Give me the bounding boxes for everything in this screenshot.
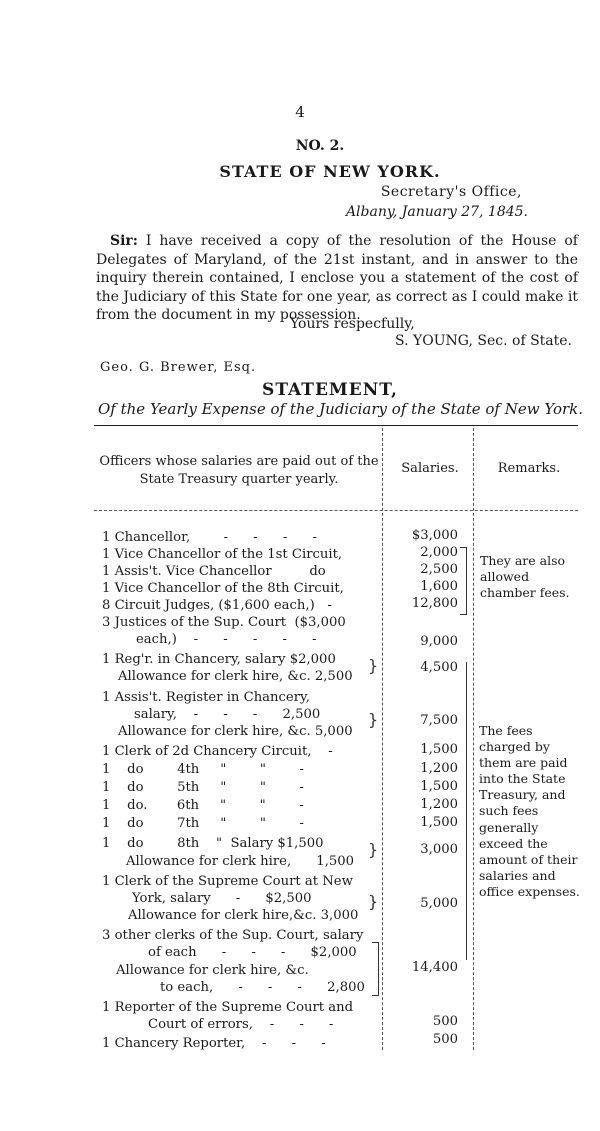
header-officers: Officers whose salaries are paid out of the State Treasury quarter yearly.: [99, 454, 379, 487]
table-row: 1 do 8th " Salary $1,500: [102, 836, 324, 851]
table-row: 1 do 5th " " -: [102, 780, 304, 795]
table-row: Allowance for clerk hire, &c.: [116, 963, 309, 978]
table-row: Court of errors, - - -: [148, 1017, 334, 1032]
table-row: to each, - - - 2,800: [160, 980, 365, 995]
column-divider-salaries: [473, 428, 474, 1050]
table-amount: 500: [432, 1032, 458, 1047]
table-row: Allowance for clerk hire, &c. 5,000: [118, 724, 353, 739]
table-amount: 14,400: [411, 960, 458, 975]
table-amount: 5,000: [420, 896, 458, 911]
table-amount: 1,500: [420, 742, 458, 757]
table-row: salary, - - - 2,500: [134, 707, 321, 722]
table-amount: 12,800: [411, 596, 458, 611]
table-row: 1 do. 6th " " -: [102, 798, 304, 813]
table-amount: 1,500: [420, 779, 458, 794]
letter-text: I have received a copy of the resolution of the House of Delegates of Maryland, of the 21st instant, and in answer to the inquiry therein contained, I enclose you a statement of the cost of the Judiciary of this State for one year, as correct as I could make it from the document in my possession.: [96, 233, 578, 324]
table-amount: 1,500: [420, 815, 458, 830]
brace-clerks-remarks: [458, 662, 467, 960]
table-row: Allowance for clerk hire, &c. 2,500: [118, 669, 353, 684]
letter-body: [96, 232, 578, 325]
table-amount: 9,000: [420, 634, 458, 649]
table-row: 1 Clerk of 2d Chancery Circuit, -: [102, 744, 333, 759]
table-amount: 7,500: [420, 713, 458, 728]
table-row: 1 Reporter of the Supreme Court and: [102, 1000, 354, 1015]
brace-icon: }: [368, 656, 379, 675]
letter-closing: Yours respecfully,: [290, 316, 415, 332]
table-amount: 2,000: [420, 545, 458, 560]
remark-clerks-and-registers: The fees charged by them are paid into the State Treasury, and such fees generally exceed the amount of their salaries and office expenses.: [479, 723, 580, 899]
header-salaries: Salaries.: [401, 461, 459, 476]
letter-salutation: Sir:: [110, 233, 138, 249]
table-row: 1 Chancery Reporter, - - -: [102, 1036, 326, 1051]
table-row: York, salary - $2,500: [132, 891, 312, 906]
table-row: 1 do 4th " " -: [102, 762, 304, 777]
table-row: of each - - - $2,000: [148, 945, 357, 960]
dateline: Albany, January 27, 1845.: [345, 204, 528, 220]
page-number: 4: [295, 103, 305, 121]
brace-other-clerks: [372, 942, 379, 996]
table-amount: 500: [432, 1014, 458, 1029]
brace-icon: }: [368, 840, 379, 859]
table-amount: 1,200: [420, 797, 458, 812]
brace-icon: }: [368, 892, 379, 911]
office-line: Secretary's Office,: [380, 184, 522, 200]
table-row: 3 Justices of the Sup. Court ($3,000: [102, 615, 346, 630]
header-remarks: Remarks.: [497, 461, 561, 476]
header-bottom-rule: [94, 510, 578, 511]
table-row: 1 Clerk of the Supreme Court at New: [102, 874, 353, 889]
table-row: 1 Assis't. Vice Chancellor do: [102, 564, 326, 579]
table-row: each,) - - - - -: [136, 632, 317, 647]
table-row: 1 Chancellor, - - - -: [102, 530, 317, 545]
table-amount: 1,200: [420, 761, 458, 776]
table-row: 1 Vice Chancellor of the 8th Circuit,: [102, 581, 344, 596]
state-heading: STATE OF NEW YORK.: [219, 162, 441, 181]
table-amount: 3,000: [420, 842, 458, 857]
table-amount: $3,000: [411, 528, 458, 543]
table-row: Allowance for clerk hire, 1,500: [126, 854, 355, 869]
table-row: 1 do 7th " " -: [102, 816, 304, 831]
column-divider-officers: [382, 428, 383, 1050]
table-row: 1 Reg'r. in Chancery, salary $2,000: [102, 652, 336, 667]
table-row: Allowance for clerk hire,&c. 3,000: [128, 908, 359, 923]
statement-title: STATEMENT,: [262, 380, 398, 400]
table-amount: 4,500: [420, 660, 458, 675]
remark-vice-chancellors: They are also allowed chamber fees.: [480, 553, 570, 601]
brace-vice-chancellors: [460, 547, 467, 615]
table-row: 8 Circuit Judges, ($1,600 each,) -: [102, 598, 332, 613]
brace-icon: }: [368, 710, 379, 729]
statement-subtitle: Of the Yearly Expense of the Judiciary of the State of New York.: [98, 400, 584, 418]
letter-signature: S. YOUNG, Sec. of State.: [395, 333, 572, 349]
document-number: NO. 2.: [295, 138, 345, 154]
table-row: 3 other clerks of the Sup. Court, salary: [102, 928, 364, 943]
table-row: 1 Vice Chancellor of the 1st Circuit,: [102, 547, 343, 562]
table-amount: 2,500: [420, 562, 458, 577]
table-top-rule: [94, 425, 578, 426]
table-row: 1 Assis't. Register in Chancery,: [102, 690, 310, 705]
table-amount: 1,600: [420, 579, 458, 594]
letter-addressee: Geo. G. Brewer, Esq.: [100, 360, 257, 375]
